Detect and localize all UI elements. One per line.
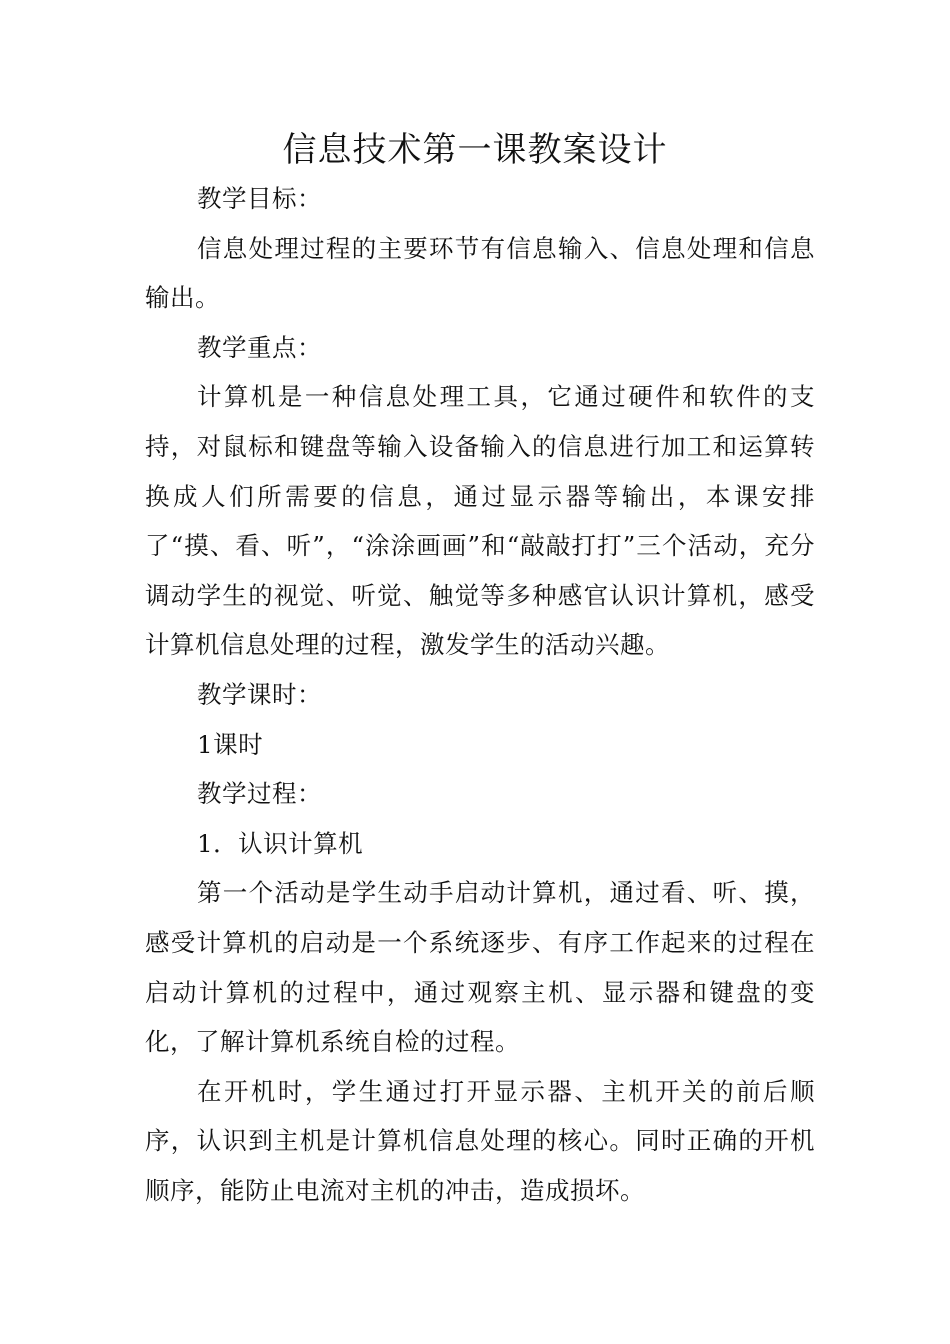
document-body [145,174,815,1215]
paragraph-teaching-focus: 计算机是一种信息处理工具，它通过硬件和软件的支持，对鼠标和键盘等输入设备输入的信息进行加工和运算转换成人们所需要的信息，通过显示器等输出，本课安排了“摸、看、听”，“涂涂画画”和“敲敲打打”三个活动，充分调动学生的视觉、听觉、触觉等多种感官认识计算机，感受计算机信息处理的过程，激发学生的活动兴趣。 [145,382,815,660]
paragraph-startup-order: 在开机时，学生通过打开显示器、主机开关的前后顺序，认识到主机是计算机信息处理的核心。同时正确的开机顺序，能防止电流对主机的冲击，造成损坏。 [145,1076,815,1205]
subheading-know-computer: 1．认识计算机 [197,828,364,858]
heading-teaching-process: 教学过程： [197,779,322,809]
heading-teaching-focus: 教学重点： [197,332,322,362]
heading-teaching-goals: 教学目标： [197,184,322,213]
paragraph-first-activity: 第一个活动是学生动手启动计算机，通过看、听、摸，感受计算机的启动是一个系统逐步、有序工作起来的过程在启动计算机的过程中，通过观察主机、显示器和键盘的变化，了解计算机系统自检的过程。 [145,878,815,1057]
document-title: 信息技术第一课教案设计 [282,130,668,170]
paragraph-class-hours: 1课时 [197,729,264,759]
paragraph-teaching-goals: 信息处理过程的主要环节有信息输入、信息处理和信息输出。 [145,233,815,313]
heading-class-hours: 教学课时： [197,679,322,709]
